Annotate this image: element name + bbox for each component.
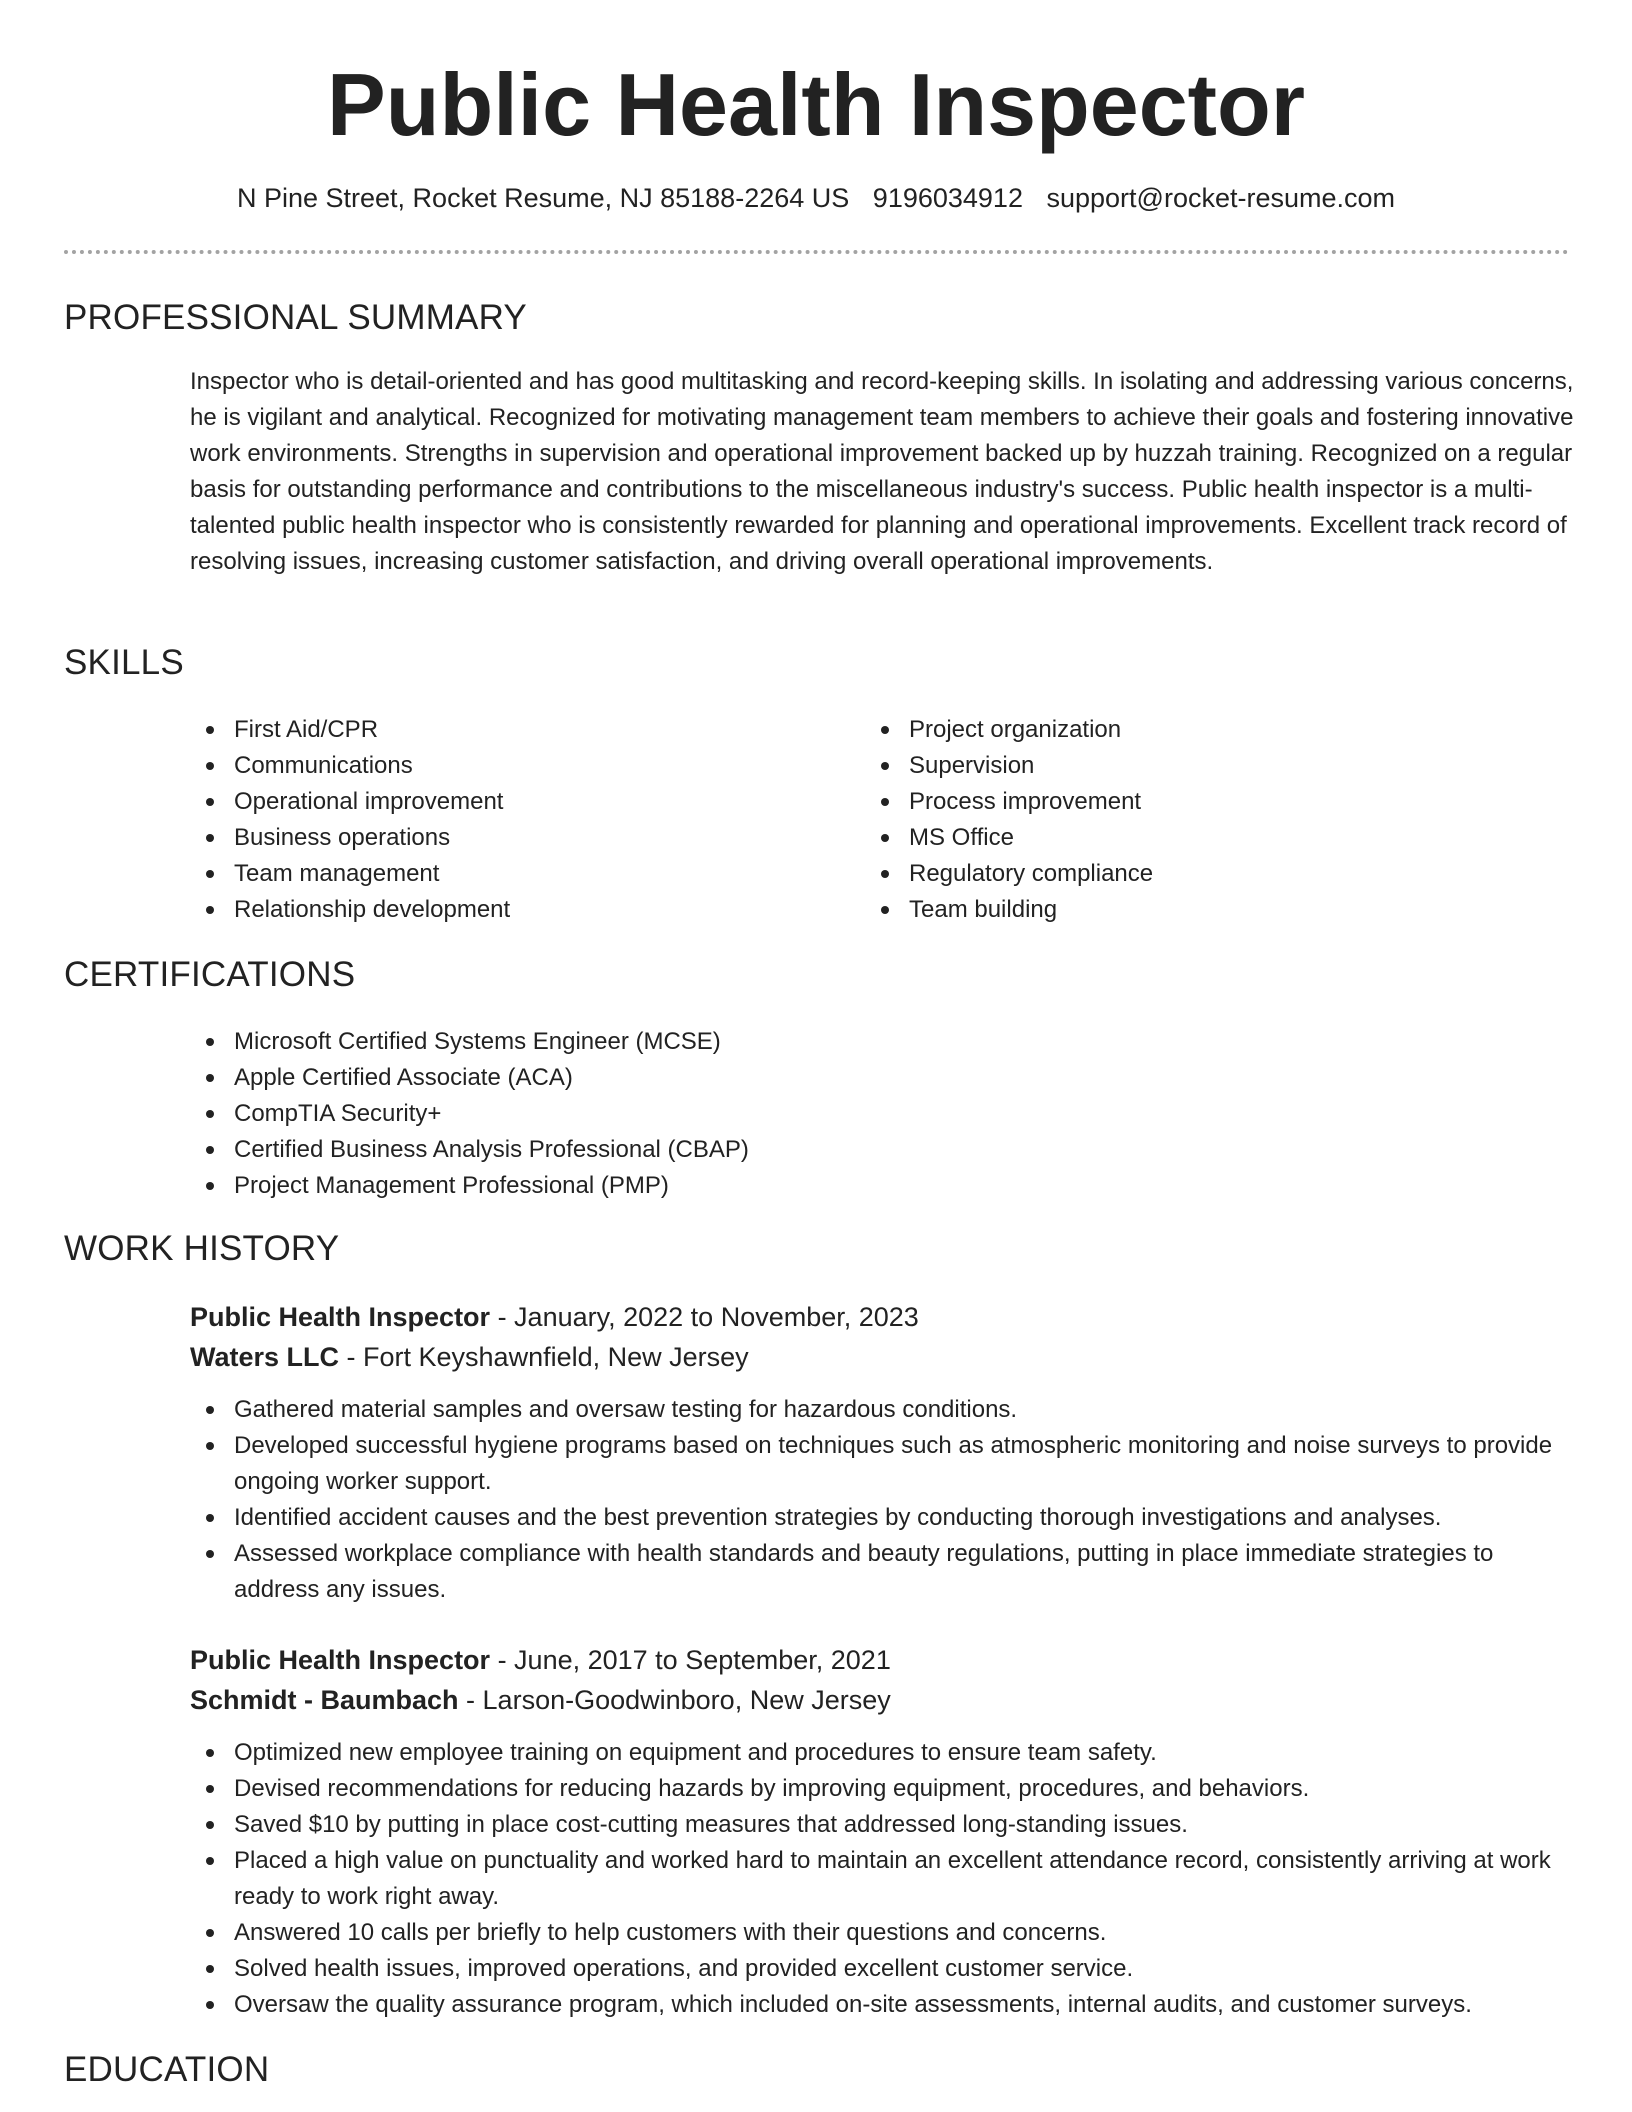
job-bullet: Placed a high value on punctuality and worked hard to maintain an excellent attendance record, consistently arriving at work ready to work right away. — [190, 1843, 1580, 1915]
certification-item: CompTIA Security+ — [190, 1096, 1090, 1132]
job-title-line — [190, 1297, 919, 1337]
job-bullet: Solved health issues, improved operations, and provided excellent customer service. — [190, 1951, 1580, 1987]
skill-item: Project organization — [865, 712, 1465, 748]
skills-right-column — [865, 712, 1465, 928]
job-bullet: Developed successful hygiene programs based on techniques such as atmospheric monitoring and noise surveys to provide ongoing worker support. — [190, 1428, 1580, 1500]
education-heading: EDUCATION — [64, 2050, 270, 2089]
skill-item: Relationship development — [190, 892, 790, 928]
job-company: Waters LLC — [190, 1342, 340, 1372]
job-bullet: Identified accident causes and the best prevention strategies by conducting thorough investigations and analyses. — [190, 1500, 1580, 1536]
job-bullet: Optimized new employee training on equipment and procedures to ensure team safety. — [190, 1735, 1580, 1771]
job-bullet: Answered 10 calls per briefly to help customers with their questions and concerns. — [190, 1915, 1580, 1951]
skill-item: Supervision — [865, 748, 1465, 784]
job-bullet: Saved $10 by putting in place cost-cutting measures that addressed long-standing issues. — [190, 1807, 1580, 1843]
certification-item: Microsoft Certified Systems Engineer (MCSE) — [190, 1024, 1090, 1060]
summary-text: Inspector who is detail-oriented and has good multitasking and record-keeping skills. In isolating and addressing various concerns, he is vigilant and analytical. Recognized for motivating management team members to achieve their goals and fostering innovative work environments. Strengths in supervision and operational improvement backed up by huzzah training. Recognized on a regular basis for outstanding performance and contributions to the miscellaneous industry's success. Public health inspector is a multi-talented public health inspector who is consistently rewarded for planning and operational improvements. Excellent track record of resolving issues, increasing customer satisfaction, and driving overall operational improvements. — [190, 368, 1574, 575]
job-company-line — [190, 1680, 891, 1720]
resume-name: Public Health Inspector — [327, 55, 1305, 154]
certification-item: Project Management Professional (PMP) — [190, 1168, 1090, 1204]
work-history-heading: WORK HISTORY — [64, 1229, 340, 1268]
job-bullet: Gathered material samples and oversaw testing for hazardous conditions. — [190, 1392, 1580, 1428]
summary-heading: PROFESSIONAL SUMMARY — [64, 298, 527, 337]
job-bullet: Oversaw the quality assurance program, which included on-site assessments, internal audits, and customer surveys. — [190, 1987, 1580, 2023]
skill-item: Team management — [190, 856, 790, 892]
skill-item: First Aid/CPR — [190, 712, 790, 748]
job-company-line — [190, 1337, 749, 1377]
job-bullet: Assessed workplace compliance with health standards and beauty regulations, putting in place immediate strategies to address any issues. — [190, 1536, 1580, 1608]
job-title-line — [190, 1640, 891, 1680]
job-title: Public Health Inspector — [190, 1645, 491, 1675]
skill-item: Team building — [865, 892, 1465, 928]
skill-item: Regulatory compliance — [865, 856, 1465, 892]
job-location: - Larson-Goodwinboro, New Jersey — [458, 1685, 891, 1715]
skill-item: Communications — [190, 748, 790, 784]
job-location: - Fort Keyshawnfield, New Jersey — [339, 1342, 749, 1372]
job-bullets — [190, 1392, 1580, 1608]
job-dates: - June, 2017 to September, 2021 — [490, 1645, 891, 1675]
skill-item: Operational improvement — [190, 784, 790, 820]
skills-heading: SKILLS — [64, 643, 184, 682]
job-title: Public Health Inspector — [190, 1302, 491, 1332]
contact-line — [0, 178, 1632, 218]
job-dates: - January, 2022 to November, 2023 — [490, 1302, 919, 1332]
contact-email: support@rocket-resume.com — [1046, 183, 1396, 213]
certifications-list — [190, 1024, 1090, 1204]
contact-address: N Pine Street, Rocket Resume, NJ 85188-2264 US — [236, 183, 850, 213]
contact-phone: 9196034912 — [872, 183, 1023, 213]
skill-item: Business operations — [190, 820, 790, 856]
certifications-heading: CERTIFICATIONS — [64, 955, 356, 994]
skill-item: MS Office — [865, 820, 1465, 856]
job-bullets — [190, 1735, 1580, 2023]
header-divider — [64, 250, 1569, 254]
job-company: Schmidt - Baumbach — [190, 1685, 459, 1715]
certification-item: Apple Certified Associate (ACA) — [190, 1060, 1090, 1096]
skills-left-column — [190, 712, 790, 928]
certification-item: Certified Business Analysis Professional (CBAP) — [190, 1132, 1090, 1168]
job-bullet: Devised recommendations for reducing hazards by improving equipment, procedures, and behaviors. — [190, 1771, 1580, 1807]
skill-item: Process improvement — [865, 784, 1465, 820]
